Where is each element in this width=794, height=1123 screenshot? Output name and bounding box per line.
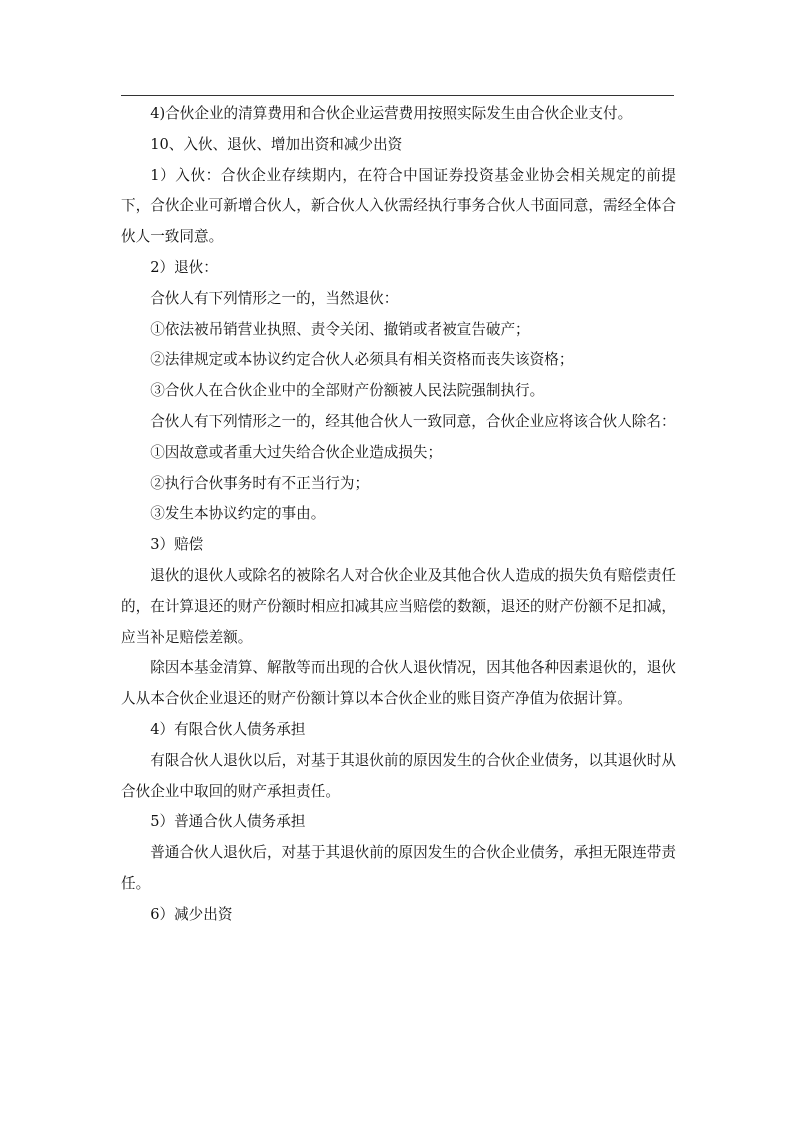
paragraph: 普通合伙人退伙后，对基于其退伙前的原因发生的合伙企业债务，承担无限连带责任。 — [121, 844, 676, 892]
subsection-heading: 2）退伙： — [150, 258, 218, 276]
list-item: ③合伙人在合伙企业中的全部财产份额被人民法院强制执行。 — [150, 382, 545, 400]
subsection-heading: 4）有限合伙人债务承担 — [150, 720, 306, 738]
paragraph: 1）入伙：合伙企业存续期内，在符合中国证券投资基金业协会相关规定的前提下，合伙企业可新增合伙人，新合伙人入伙需经执行事务合伙人书面同意，需经全体合伙人一致同意。 — [121, 166, 676, 246]
list-item: ③发生本协议约定的事由。 — [150, 505, 326, 523]
subsection-heading: 6）减少出资 — [150, 905, 233, 923]
paragraph: 合伙人有下列情形之一的，当然退伙： — [150, 289, 399, 307]
paragraph: 4)合伙企业的清算费用和合伙企业运营费用按照实际发生由合伙企业支付。 — [150, 105, 633, 122]
list-item: ②法律规定或本协议约定合伙人必须具有相关资格而丧失该资格； — [150, 351, 574, 369]
document-body — [121, 99, 676, 931]
subsection-heading: 3）赔偿 — [150, 536, 204, 554]
paragraph: 有限合伙人退伙以后，对基于其退伙前的原因发生的合伙企业债务，以其退伙时从合伙企业中取回的财产承担责任。 — [121, 751, 676, 800]
subsection-heading: 5）普通合伙人债务承担 — [150, 813, 306, 831]
section-heading: 10、入伙、退伙、增加出资和减少出资 — [150, 135, 403, 153]
paragraph: 除因本基金清算、解散等而出现的合伙人退伙情况，因其他各种因素退伙的，退伙人从本合伙企业退还的财产份额计算以本合伙企业的账目资产净值为依据计算。 — [121, 659, 676, 708]
list-item: ②执行合伙事务时有不正当行为； — [150, 474, 370, 492]
header-rule — [121, 95, 674, 96]
paragraph: 退伙的退伙人或除名的被除名人对合伙企业及其他合伙人造成的损失负有赔偿责任的，在计算退还的财产份额时相应扣减其应当赔偿的数额，退还的财产份额不足扣减，应当补足赔偿差额。 — [121, 566, 676, 646]
paragraph: 合伙人有下列情形之一的，经其他合伙人一致同意，合伙企业应将该合伙人除名： — [150, 412, 676, 430]
list-item: ①因故意或者重大过失给合伙企业造成损失； — [150, 443, 443, 461]
list-item: ①依法被吊销营业执照、责令关闭、撤销或者被宣告破产； — [150, 320, 530, 338]
